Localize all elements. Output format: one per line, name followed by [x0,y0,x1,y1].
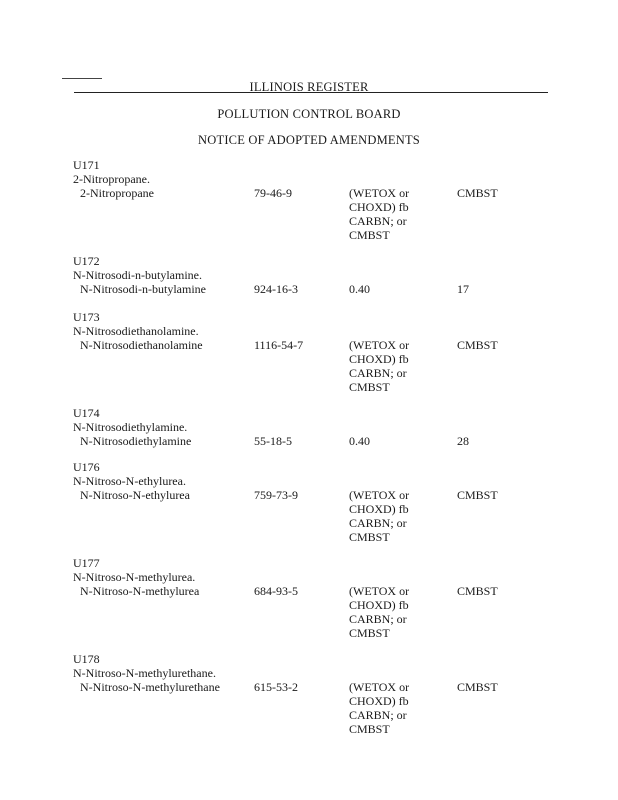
waste-entry [0,460,618,556]
wastewater-standard [349,488,449,544]
constituent-name: 2-Nitropropane [80,186,154,200]
nonwastewater-standard: CMBST [457,584,498,598]
ww-line: CHOXD) fb [349,352,409,366]
ww-line: CARBN; or [349,366,407,380]
scan-mark [62,78,102,79]
constituent-name: N-Nitroso-N-ethylurea [80,488,190,502]
constituent-name: N-Nitrosodi-n-butylamine [80,282,206,296]
ww-line: CHOXD) fb [349,598,409,612]
ww-line: (WETOX or [349,680,410,694]
wastewater-standard [349,680,449,736]
ww-line: CARBN; or [349,612,407,626]
constituent-name: N-Nitrosodiethylamine [80,434,192,448]
ww-line: CARBN; or [349,214,407,228]
nonwastewater-standard: CMBST [457,488,498,502]
header-rule [74,92,548,93]
constituent-name: N-Nitrosodiethanolamine [80,338,203,352]
waste-code: U176 [73,460,100,474]
constituent-name: N-Nitroso-N-methylurea [80,584,200,598]
constituent-group: N-Nitroso-N-ethylurea. [73,474,186,488]
constituent-group: 2-Nitropropane. [73,172,150,186]
waste-code: U177 [73,556,100,570]
nonwastewater-standard: 17 [457,282,469,296]
ww-line: (WETOX or [349,338,410,352]
ww-line: CHOXD) fb [349,694,409,708]
nonwastewater-standard: 28 [457,434,469,448]
ww-line: CMBST [349,380,390,394]
cas-number: 759-73-9 [254,488,298,502]
constituent-group: N-Nitrosodiethylamine. [73,420,188,434]
ww-line: CMBST [349,530,390,544]
nonwastewater-standard: CMBST [457,680,498,694]
ww-line: 0.40 [349,282,370,296]
waste-code: U173 [73,310,100,324]
wastewater-standard [349,186,449,242]
notice-title: NOTICE OF ADOPTED AMENDMENTS [198,133,420,147]
cas-number: 79-46-9 [254,186,292,200]
waste-entry [0,652,618,742]
cas-number: 1116-54-7 [254,338,304,352]
nonwastewater-standard: CMBST [457,186,498,200]
wastewater-standard [349,338,449,394]
waste-code-list [0,158,618,742]
ww-line: CARBN; or [349,516,407,530]
cas-number: 684-93-5 [254,584,298,598]
wastewater-standard [349,282,449,296]
constituent-group: N-Nitroso-N-methylurea. [73,570,196,584]
ww-line: CMBST [349,228,390,242]
waste-entry [0,406,618,460]
wastewater-standard [349,434,449,448]
constituent-name: N-Nitroso-N-methylurethane [80,680,220,694]
register-title: ILLINOIS REGISTER [249,80,369,94]
constituent-group: N-Nitrosodiethanolamine. [73,324,199,338]
waste-entry [0,254,618,310]
ww-line: CMBST [349,722,390,736]
waste-code: U178 [73,652,100,666]
ww-line: CHOXD) fb [349,200,409,214]
waste-code: U171 [73,158,100,172]
ww-line: CHOXD) fb [349,502,409,516]
ww-line: CMBST [349,626,390,640]
ww-line: (WETOX or [349,584,410,598]
cas-number: 55-18-5 [254,434,292,448]
cas-number: 615-53-2 [254,680,298,694]
board-title: POLLUTION CONTROL BOARD [217,107,401,121]
wastewater-standard [349,584,449,640]
waste-entry [0,158,618,254]
ww-line: (WETOX or [349,488,410,502]
ww-line: 0.40 [349,434,370,448]
waste-entry [0,310,618,406]
nonwastewater-standard: CMBST [457,338,498,352]
waste-entry [0,556,618,652]
waste-code: U172 [73,254,100,268]
ww-line: (WETOX or [349,186,410,200]
waste-code: U174 [73,406,100,420]
ww-line: CARBN; or [349,708,407,722]
constituent-group: N-Nitrosodi-n-butylamine. [73,268,202,282]
constituent-group: N-Nitroso-N-methylurethane. [73,666,216,680]
cas-number: 924-16-3 [254,282,298,296]
